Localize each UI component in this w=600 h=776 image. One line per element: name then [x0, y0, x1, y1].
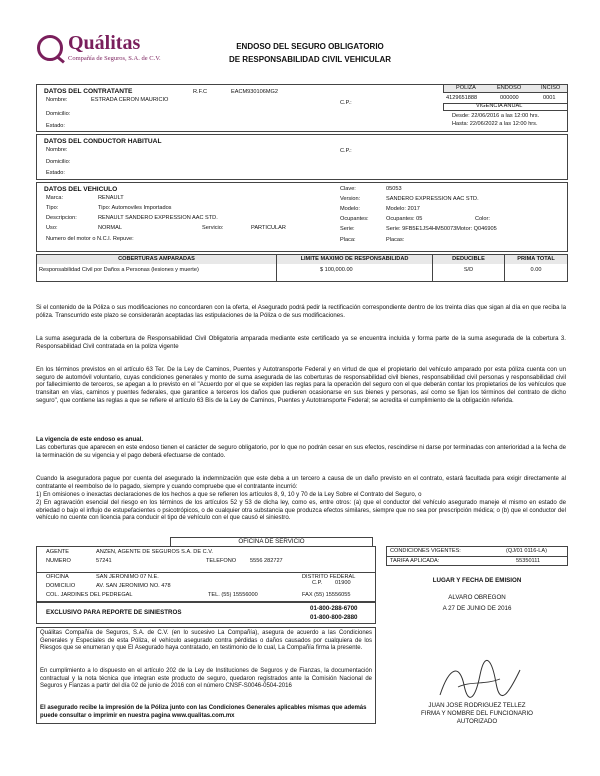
tarifa-value: 55350111: [516, 558, 541, 564]
contratante-domicilio-label: Domicilio:: [46, 111, 71, 117]
vehiculo-tipo-label: Tipo:: [46, 205, 59, 211]
document-title-line1: ENDOSO DEL SEGURO OBLIGATORIO: [236, 42, 384, 51]
vehiculo-modelo-label: Modelo:: [340, 206, 360, 212]
policy-vigencia-label: VIGENCIA ANUAL: [476, 103, 523, 109]
oficina-agente-label: AGENTE: [46, 549, 70, 555]
oficina-domicilio-label: DOMICILIO: [46, 583, 76, 589]
vehiculo-serie-label: Serie:: [340, 226, 355, 232]
company-logo-mark: [37, 35, 63, 61]
tarifa-label: TARIFA APLICADA:: [390, 558, 440, 564]
vehiculo-tipo: Tipo: Automoviles Importados: [98, 205, 172, 211]
conductor-title: DATOS DEL CONDUCTOR HABITUAL: [44, 138, 162, 145]
contratante-rfc-label: R.F.C: [193, 89, 207, 95]
policy-inciso: 0001: [543, 95, 556, 101]
vehiculo-uso-label: Uso:: [46, 225, 58, 231]
condiciones-label: CONDICIONES VIGENTES:: [390, 548, 461, 554]
oficina-fax: FAX (55) 15556055: [302, 592, 351, 598]
text-terminos: En los términos previstos en el artículo 63 Ter. De la Ley de Caminos, Puentes y Autotransporte Federal y en virtud de que el propietario del vehículo amparado por esta póliza cuenta con un seguro de automóvil voluntario, cuyas condiciones generales y monto de suma asegurada de las coberturas de responsabilidad civil bienes, responsabilidad civil personas y responsabilidad civil por fallecimiento de terceros, se apegan a lo previsto en el "Acuerdo por el que se expiden las reglas para la operación del seguro con el que deberán contar los propietarios de los vehículos que transitan en vías, caminos y puentes federales, que garantice a terceros los daños que pudieren ocasionarse en sus bienes y personas, así como se fijan los términos del contrato de dicho seguro", que contiene las reglas a que se refiere el artículo 63 Bis de la Ley de Caminos, Puentes y Autotransporte Federal; se acredita el cumplimiento de la obligación referida.: [36, 366, 566, 404]
coberturas-col-deducible: DEDUCIBLE: [452, 256, 485, 262]
oficina-domicilio: AV. SAN JERONIMO NO. 478: [96, 583, 171, 589]
vehiculo-version-label: Version:: [340, 196, 361, 202]
siniestros-tel-1: 01-800-288-6700: [310, 605, 358, 612]
policy-number: 4129651888: [446, 95, 478, 101]
oficina-cp-label: C.P.: [312, 580, 323, 586]
vehiculo-clave: 05053: [386, 186, 402, 192]
policy-desde: Desde: 22/06/2016 a las 12:00 hrs.: [452, 113, 540, 119]
cobertura-row-limite: $ 100,000.00: [320, 267, 353, 273]
contratante-title: DATOS DEL CONTRATANTE: [44, 88, 133, 95]
contratante-estado-label: Estado:: [46, 123, 65, 129]
oficina-oficina-label: OFICINA: [46, 574, 69, 580]
policy-col-endoso: ENDOSO: [497, 85, 522, 91]
vehiculo-descripcion-label: Descripcion:: [46, 215, 77, 221]
company-logo-subtitle: Compañía de Seguros, S.A. de C.V.: [68, 55, 161, 62]
signature-icon: [430, 655, 530, 705]
text-vigencia: Las coberturas que aparecen en este endoso tienen el carácter de seguro obligatorio, por lo que no podrán cesar en sus efectos, rescindirse ni darse por terminadas con anterioridad a la fecha de la terminación de su vigencia y el pago deberá efectuarse de contado.: [36, 444, 566, 459]
signature-name: JUAN JOSE RODRIGUEZ TELLEZ: [428, 702, 526, 709]
condiciones-divider: [386, 556, 568, 557]
oficina-oficina: SAN JERONIMO 07 N.E.: [96, 574, 159, 580]
oficina-agente: ANZEN, AGENTE DE SEGUROS S.A. DE C.V.: [96, 549, 213, 555]
siniestros-tel-2: 01-800-800-2880: [310, 614, 358, 621]
vehiculo-servicio-label: Servicio:: [202, 225, 224, 231]
legal-text-3: El asegurado recibe la impresión de la Póliza junto con las Condiciones Generales aplicables mismas que además puede consultar o imprimir en nuestra pagina www.qualitas.com.mx: [40, 705, 367, 719]
lugar-fecha-title: LUGAR Y FECHA DE EMISION: [432, 577, 522, 584]
vehiculo-serie: Serie: 9FB5E1JS4HM50073Motor: Q046905: [386, 226, 497, 232]
cobertura-row-deducible: S/D: [463, 267, 474, 273]
signature-line-2: AUTORIZADO: [456, 718, 498, 725]
text-rectificacion: Si el contenido de la Póliza o sus modificaciones no concordaren con la oferta, el Asegurado podrá pedir la rectificación correspondiente dentro de los treinta días que sigan al día en que reciba la póliza. Transcurrido este plazo se considerarán aceptadas las estipulaciones de la Póliza o de sus modificaciones.: [36, 304, 566, 319]
oficina-distrito: DISTRITO FEDERAL: [302, 574, 356, 580]
cobertura-row-desc: Responsabilidad Civil por Daños a Personas (lesiones y muerte): [39, 267, 199, 273]
vehiculo-ocupantes-label: Ocupantes:: [340, 216, 369, 222]
text-vigencia-title: La vigencia de este endoso es anual.: [36, 436, 144, 443]
conductor-domicilio-label: Domicilio:: [46, 159, 71, 165]
oficina-tel: TEL. (55) 15556000: [208, 592, 258, 598]
conductor-nombre-label: Nombre:: [46, 147, 68, 153]
vehiculo-ocupantes: Ocupantes: 05: [386, 216, 423, 222]
vehiculo-motor-label: Numero del motor o N.C.I. Repuve:: [46, 236, 134, 242]
document-title-line2: DE RESPONSABILIDAD CIVIL VEHICULAR: [228, 55, 392, 64]
vehiculo-placa: Placas:: [386, 237, 405, 243]
policy-col-poliza: POLIZA: [456, 85, 476, 91]
condiciones-value: (QJ/01 0116-LA): [506, 548, 547, 554]
coberturas-col-limite: LIMITE MAXIMO DE RESPONSABILIDAD: [300, 256, 409, 262]
policy-endoso: 000000: [500, 95, 519, 101]
policy-col-inciso: INCISO: [541, 85, 561, 91]
siniestros-label: EXCLUSIVO PARA REPORTE DE SINIESTROS: [46, 609, 182, 616]
fecha-emision: A 27 DE JUNIO DE 2016: [442, 605, 512, 612]
text-suma-asegurada: La suma asegurada de la cobertura de Responsabilidad Civil Obligatoria amparada mediante este certificado ya se encuentra incluida y forma parte de la suma asegurada de la cobertura 3. Responsabilidad Civil contratada en la poliza vigente: [36, 335, 566, 350]
oficina-colonia: COL. JARDINES DEL PEDREGAL: [46, 592, 133, 598]
vehiculo-uso: NORMAL: [98, 225, 122, 231]
oficina-cp: 01900: [335, 580, 351, 586]
vehiculo-version: SANDERO EXPRESSION AAC STD.: [386, 196, 479, 202]
signature-line-1: FIRMA Y NOMBRE DEL FUNCIONARIO: [421, 710, 533, 717]
text-reembolso-1: 1) En omisiones o inexactas declaraciones de los hechos a que se refieren los artículos 8, 9, 10 y 70 de la Ley Sobre el Contrato del Seguro, o: [36, 491, 422, 498]
vehiculo-marca: RENAULT: [98, 195, 124, 201]
vehiculo-clave-label: Clave:: [340, 186, 356, 192]
vehiculo-placa-label: Placa:: [340, 237, 356, 243]
cobertura-row-prima: 0.00: [530, 267, 542, 273]
contratante-nombre: ESTRADA CERON MAURICIO: [91, 97, 169, 103]
contratante-nombre-label: Nombre:: [46, 97, 68, 103]
vehiculo-descripcion: RENAULT SANDERO EXPRESSION AAC STD.: [98, 215, 218, 221]
text-reembolso-2: 2) En agravación esencial del riesgo en los términos de los artículos 52 y 53 de dicha ley, como es, entre otros: (a) que el conductor del vehículo asegurado maneje el mismo en estado de ebriedad o bajo el influjo de estupefacientes o psicotrópicos, o de cualquier otra substancia que produzca efectos similares, siempre que no sea por prescripción médica; o (b) que el conductor del vehículo no cuente con licencia para conducir el tipo de vehículo con el que causó el siniestro.: [36, 499, 566, 522]
policy-hasta: Hasta: 22/06/2022 a las 12:00 hrs.: [452, 121, 538, 127]
vehiculo-title: DATOS DEL VEHICULO: [44, 186, 118, 193]
contratante-cp-label: C.P.:: [340, 100, 352, 106]
oficina-title: OFICINA DE SERVICIO: [238, 538, 305, 545]
coberturas-col-prima: PRIMA TOTAL: [517, 256, 555, 262]
oficina-telefono: 5556 282727: [250, 558, 283, 564]
oficina-numero: 57241: [96, 558, 112, 564]
conductor-cp-label: C.P.:: [340, 148, 352, 154]
lugar-emision: ALVARO OBREGON: [448, 594, 506, 601]
oficina-telefono-label: TELEFONO: [206, 558, 237, 564]
company-logo-name: Quálitas: [68, 32, 141, 54]
legal-text-2: En cumplimiento a lo dispuesto en el artículo 202 de la Ley de Instituciones de Seguros y de Fianzas, la documentación contractual y la nota técnica que integran este producto de seguro, quedaron registrados ante la Comisión Nacional de Seguros y Fianzas a partir del día 02 de junio de 2016 con el número CNSF-S0046-0504-2016: [40, 668, 372, 690]
coberturas-col-amparadas: COBERTURAS AMPARADAS: [118, 256, 195, 262]
vehiculo-color: Color:: [475, 216, 490, 222]
conductor-estado-label: Estado:: [46, 170, 65, 176]
vehiculo-servicio: PARTICULAR: [251, 225, 286, 231]
oficina-numero-label: NUMERO: [46, 558, 71, 564]
vehiculo-modelo: Modelo: 2017: [386, 206, 420, 212]
legal-text-1: Quálitas Compañía de Seguros, S.A. de C.V. (en lo sucesivo La Compañía), asegura de acuerdo a las Condiciones Generales y Especiales de esta Póliza, el vehículo asegurado contra pérdidas o daños causados por cualquiera de los Riesgos que se enumeran y que El Asegurado haya contratado, en testimonio de lo cual, La Compañía firma la presente.: [40, 630, 372, 652]
text-reembolso: Cuando la aseguradora pague por cuenta del asegurado la indemnización que este deba a un tercero a causa de un daño previsto en el contrato, estará facultada para exigir directamente al contratante el reembolso de lo pagado, siempre y cuando compruebe que el contratante incurrió:: [36, 475, 566, 490]
vehiculo-marca-label: Marca:: [46, 195, 64, 201]
contratante-rfc: EACM930106MG2: [231, 89, 278, 95]
